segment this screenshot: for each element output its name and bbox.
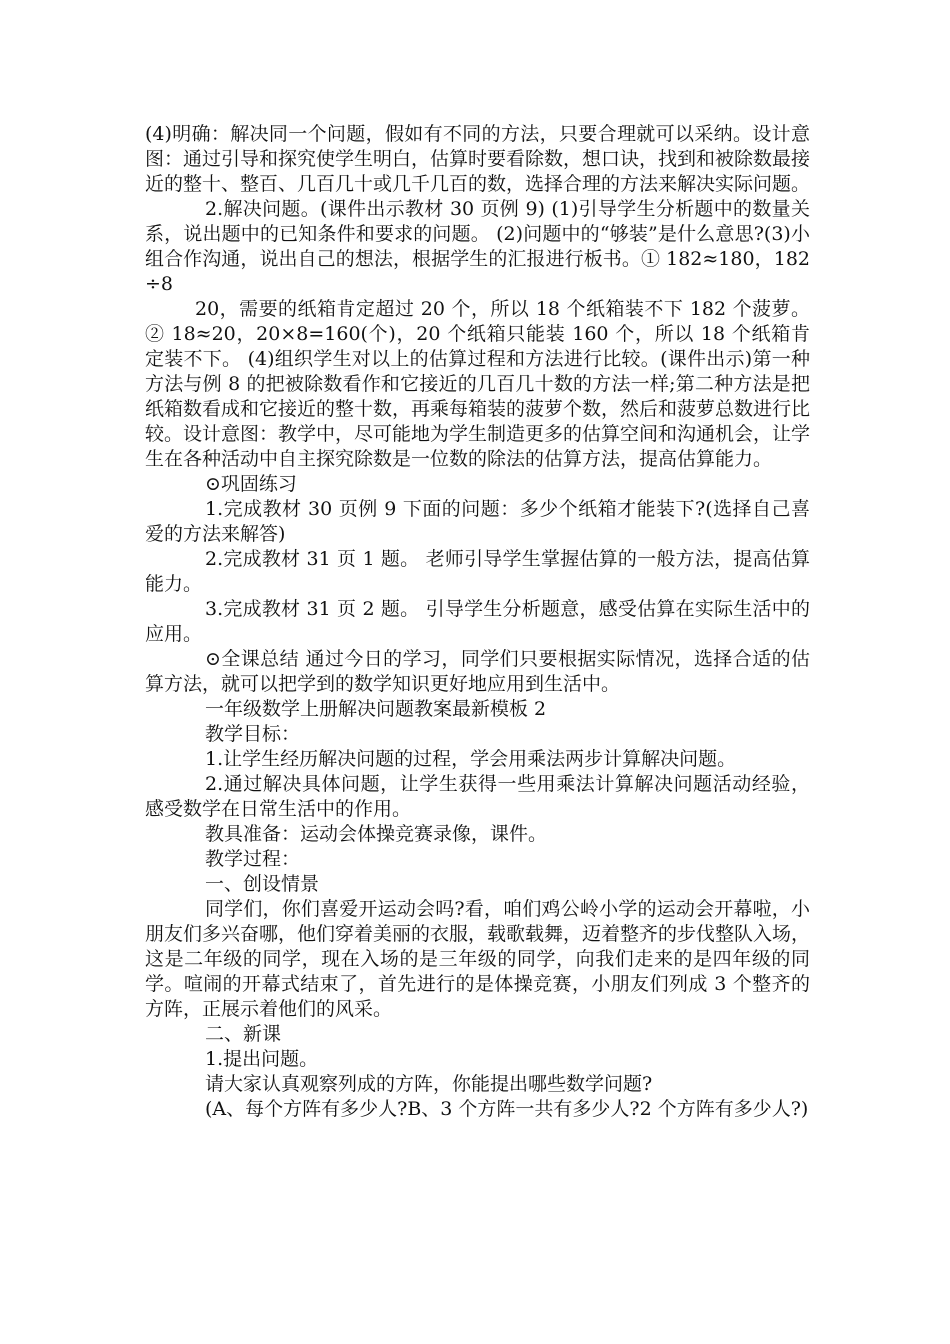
paragraph-solve-problem: 2.解决问题。(课件出示教材 30 页例 9) (1)引导学生分析题中的数量关系，说出题中的已知条件和要求的问题。 (2)问题中的“够装”是什么意思?(3)小组合作沟通，说出自己的想法，根据学生的汇报进行板书。① 182≈180，182÷8	[145, 198, 810, 295]
heading-teaching-process: 教学过程：	[205, 848, 301, 870]
paragraph-scenario: 同学们，你们喜爱开运动会吗?看，咱们鸡公岭小学的运动会开幕啦，小朋友们多兴奋哪，他们穿着美丽的衣服，载歌载舞，迈着整齐的步伐整队入场，这是二年级的同学，现在入场的是三年级的同学，向我们走来的是四年级的同学。喧闹的开幕式结束了，首先进行的是体操竞赛，小朋友们列成 3 个整齐的方阵，正展示着他们的风采。	[145, 898, 811, 1020]
paragraph-goal-2: 2.通过解决具体问题，让学生获得一些用乘法计算解决问题活动经验，感受数学在日常生活中的作用。	[145, 773, 810, 820]
heading-teaching-goals: 教学目标：	[205, 723, 301, 745]
paragraph-clarify: (4)明确：解决同一个问题，假如有不同的方法，只要合理就可以采纳。设计意图：通过引导和探究使学生明白，估算时要看除数，想口诀，找到和被除数最接近的整十、整百、几百几十或几千几百的数，选择合理的方法来解决实际问题。	[145, 123, 811, 195]
paragraph-practice-2: 2.完成教材 31 页 1 题。 老师引导学生掌握估算的一般方法，提高估算能力。	[145, 548, 810, 595]
section-title-template-2: 一年级数学上册解决问题教案最新模板 2	[205, 698, 547, 720]
heading-create-scenario: 一、创设情景	[205, 873, 320, 895]
heading-new-lesson: 二、新课	[205, 1023, 282, 1045]
paragraph-estimation-methods: 20，需要的纸箱肯定超过 20 个，所以 18 个纸箱装不下 182 个菠萝。② 18≈20，20×8=160(个)，20 个纸箱只能装 160 个，所以 18 个纸箱肯定装不下。 (4)组织学生对以上的估算过程和方法进行比较。(课件出示)第一种方法与例 8 的把被除数看作和它接近的几百几十数的方法一样;第二种方法是把纸箱数看成和它接近的整十数，再乘每箱装的菠萝个数，然后和菠萝总数进行比较。设计意图：教学中，尽可能地为学生制造更多的估算空间和沟通机会，让学生在各种活动中自主探究除数是一位数的除法的估算方法，提高估算能力。	[145, 298, 811, 470]
paragraph-goal-1: 1.让学生经历解决问题的过程，学会用乘法两步计算解决问题。	[205, 748, 737, 770]
heading-practice: ⊙巩固练习	[205, 473, 297, 495]
paragraph-raise-question: 1.提出问题。	[205, 1048, 319, 1070]
paragraph-questions: (A、每个方阵有多少人?B、3 个方阵一共有多少人?2 个方阵有多少人?)	[205, 1098, 809, 1120]
paragraph-teaching-aids: 教具准备：运动会体操竞赛录像，课件。	[205, 823, 548, 845]
paragraph-practice-1: 1.完成教材 30 页例 9 下面的问题：多少个纸箱才能装下?(选择自己喜爱的方法来解答)	[145, 498, 810, 545]
paragraph-observe: 请大家认真观察列成的方阵，你能提出哪些数学问题?	[205, 1073, 653, 1095]
paragraph-summary: ⊙全课总结 通过今日的学习，同学们只要根据实际情况，选择合适的估算方法，就可以把学到的数学知识更好地应用到生活中。	[145, 648, 810, 695]
document-body	[145, 122, 810, 1122]
paragraph-practice-3: 3.完成教材 31 页 2 题。 引导学生分析题意，感受估算在实际生活中的应用。	[145, 598, 810, 645]
